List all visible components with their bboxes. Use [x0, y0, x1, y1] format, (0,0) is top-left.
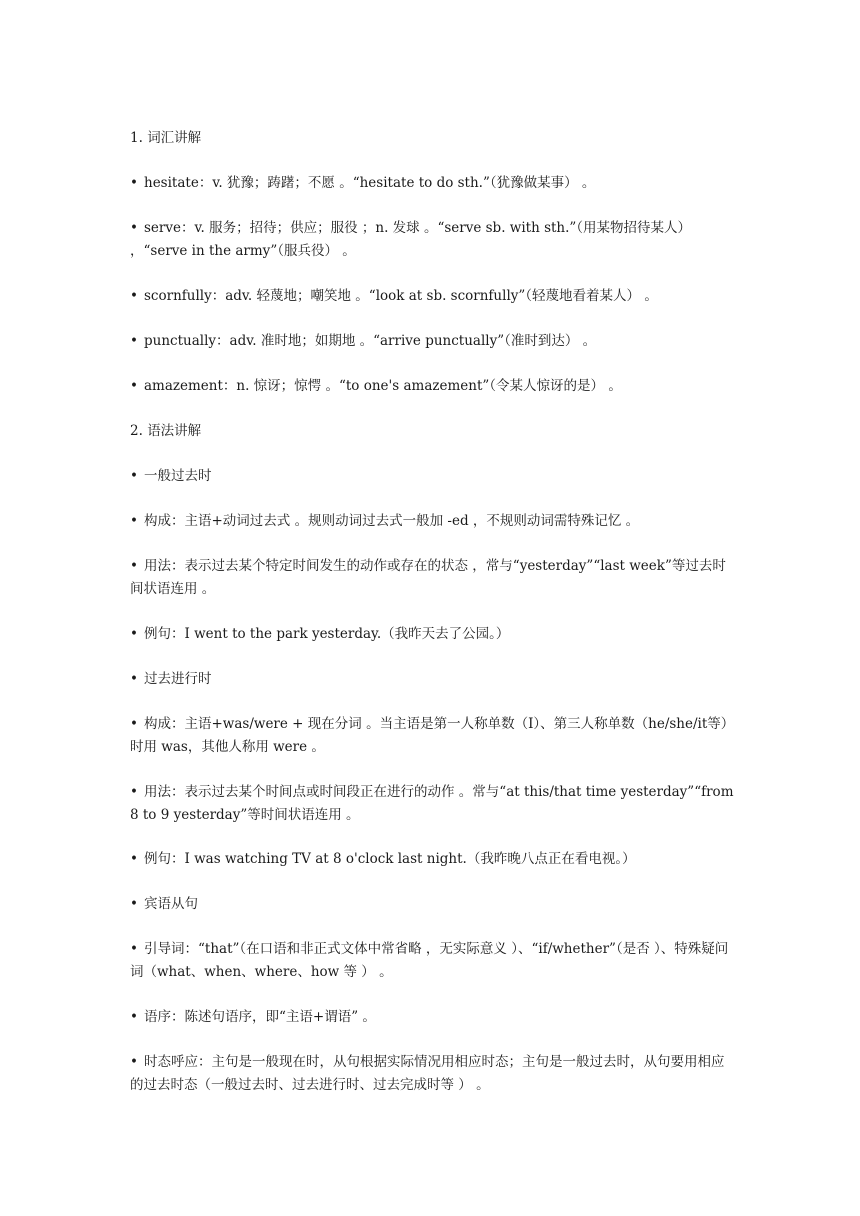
grammar-item-example	[130, 623, 735, 646]
section-number: 2.	[130, 423, 143, 439]
vocab-item-amazement	[130, 375, 735, 398]
grammar-text: 一般过去时	[144, 468, 212, 484]
vocab-text: amazement：n. 惊讶；惊愕 。“to one's amazement”（令某人惊讶的是） 。	[144, 378, 622, 394]
grammar-item-structure	[130, 510, 735, 533]
bullet-icon: •	[130, 468, 138, 484]
bullet-icon: •	[130, 288, 138, 304]
grammar-topic-past-progressive	[130, 668, 735, 691]
bullet-icon: •	[130, 513, 138, 529]
grammar-topic-object-clause	[130, 893, 735, 916]
vocab-text: serve：v. 服务；招待；供应；服役 ；n. 发球 。“serve sb. with sth.”（用某物招待某人） ，“serve in the army”（服兵役） 。	[130, 220, 692, 259]
bullet-icon: •	[130, 851, 138, 867]
section-title: 词汇讲解	[147, 130, 202, 146]
grammar-item-connectors	[130, 938, 735, 984]
grammar-text: 引导词：“that”（在口语和非正式文体中常省略 ，无实际意义 ）、“if/whether”（是否 ）、特殊疑问词（what、when、where、how 等 ） 。	[130, 941, 729, 980]
bullet-icon: •	[130, 896, 138, 912]
grammar-item-usage	[130, 555, 735, 601]
bullet-icon: •	[130, 626, 138, 642]
bullet-icon: •	[130, 378, 138, 394]
grammar-item-tense-agreement	[130, 1051, 735, 1097]
bullet-icon: •	[130, 333, 138, 349]
grammar-text: 时态呼应：主句是一般现在时，从句根据实际情况用相应时态；主句是一般过去时，从句要用相应的过去时态（一般过去时、过去进行时、过去完成时等 ） 。	[130, 1054, 725, 1093]
grammar-item-structure	[130, 713, 735, 759]
section-number: 1.	[130, 130, 143, 146]
vocab-text: hesitate：v. 犹豫；踌躇；不愿 。“hesitate to do sth.”（犹豫做某事） 。	[144, 175, 596, 191]
bullet-icon: •	[130, 716, 138, 732]
bullet-icon: •	[130, 784, 138, 800]
bullet-icon: •	[130, 220, 138, 236]
vocab-text: scornfully：adv. 轻蔑地；嘲笑地 。“look at sb. scornfully”（轻蔑地看着某人） 。	[144, 288, 658, 304]
vocab-item-serve	[130, 217, 735, 263]
bullet-icon: •	[130, 175, 138, 191]
grammar-item-word-order	[130, 1006, 735, 1029]
grammar-text: 构成：主语+动词过去式 。规则动词过去式一般加 -ed ，不规则动词需特殊记忆 。	[144, 513, 640, 529]
bullet-icon: •	[130, 558, 138, 574]
bullet-icon: •	[130, 671, 138, 687]
bullet-icon: •	[130, 1009, 138, 1025]
grammar-item-example	[130, 848, 735, 871]
vocab-item-punctually	[130, 330, 735, 353]
grammar-item-usage	[130, 781, 735, 827]
grammar-text: 过去进行时	[144, 671, 212, 687]
section-heading-grammar	[130, 420, 735, 443]
vocab-text: punctually：adv. 准时地；如期地 。“arrive punctually”（准时到达） 。	[144, 333, 597, 349]
grammar-text: 例句：I went to the park yesterday.（我昨天去了公园。）	[144, 626, 510, 642]
bullet-icon: •	[130, 941, 138, 957]
grammar-topic-simple-past	[130, 465, 735, 488]
section-title: 语法讲解	[147, 423, 202, 439]
grammar-text: 用法：表示过去某个特定时间发生的动作或存在的状态 ，常与“yesterday”“last week”等过去时间状语连用 。	[130, 558, 726, 597]
grammar-text: 构成：主语+was/were + 现在分词 。当主语是第一人称单数（I）、第三人称单数（he/she/it等）时用 was，其他人称用 were 。	[130, 716, 735, 755]
grammar-text: 宾语从句	[144, 896, 198, 912]
grammar-text: 语序：陈述句语序，即“主语+谓语” 。	[144, 1009, 376, 1025]
vocab-item-scornfully	[130, 285, 735, 308]
section-heading-vocabulary	[130, 127, 735, 150]
vocab-item-hesitate	[130, 172, 735, 195]
grammar-text: 例句：I was watching TV at 8 o'clock last night.（我昨晚八点正在看电视。）	[144, 851, 636, 867]
grammar-text: 用法：表示过去某个时间点或时间段正在进行的动作 。常与“at this/that time yesterday”“from 8 to 9 yesterday”等时间状语连用 。	[130, 784, 734, 823]
bullet-icon: •	[130, 1054, 138, 1070]
